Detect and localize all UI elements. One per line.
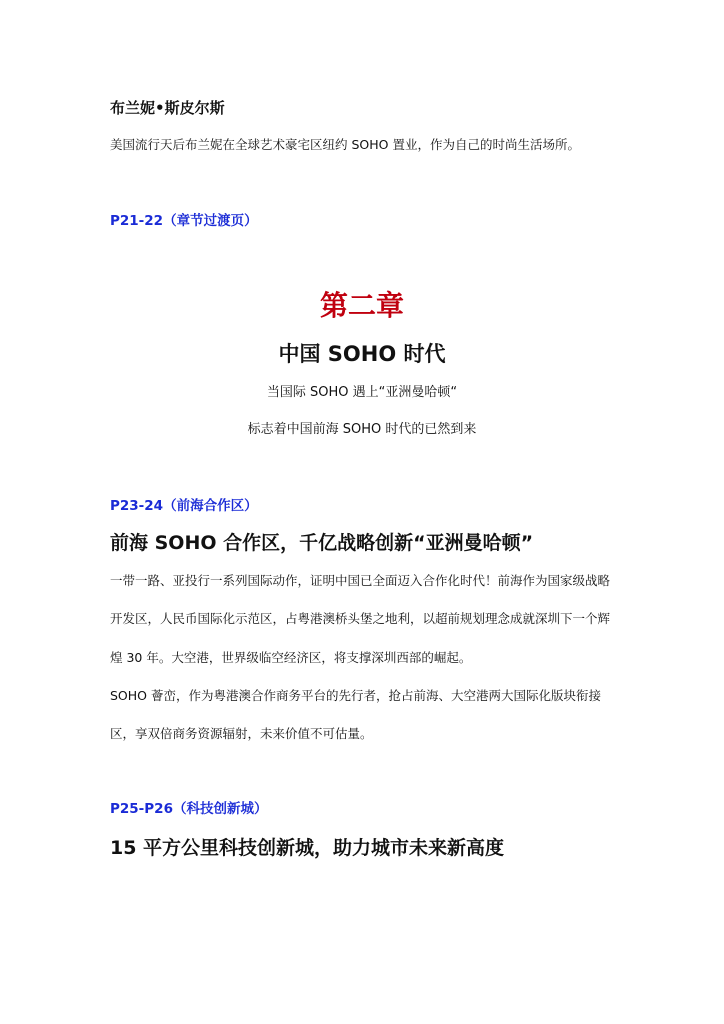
qianhai-paragraph-line: 开发区，人民币国际化示范区，占粤港澳桥头堡之地利，以超前规划理念成就深圳下一个辉 — [110, 611, 611, 626]
section-label-p25-p26: P25-P26（科技创新城） — [110, 801, 268, 817]
celebrity-description: 美国流行天后布兰妮在全球艺术豪宅区纽约 SOHO 置业，作为自己的时尚生活场所。 — [110, 137, 580, 152]
chapter-tagline-2: 标志着中国前海 SOHO 时代的已然到来 — [247, 422, 477, 437]
section-label-p21-22: P21-22（章节过渡页） — [110, 213, 258, 229]
chapter-subtitle: 中国 SOHO 时代 — [278, 342, 446, 366]
section-label-p23-24: P23-24（前海合作区） — [110, 498, 258, 514]
soho-paragraph-line: SOHO 薈峦，作为粤港澳合作商务平台的先行者，抢占前海、大空港两大国际化版块衔接 — [110, 688, 601, 703]
qianhai-paragraph-line: 煌 30 年。大空港，世界级临空经济区，将支撑深圳西部的崛起。 — [110, 650, 472, 665]
chapter-tagline-1: 当国际 SOHO 遇上“亚洲曼哈顿“ — [266, 385, 458, 400]
tech-city-heading: 15 平方公里科技创新城，助力城市未来新高度 — [110, 837, 505, 859]
chapter-title: 第二章 — [319, 289, 404, 322]
celebrity-name-heading: 布兰妮•斯皮尔斯 — [110, 99, 225, 117]
soho-paragraph-line: 区，享双倍商务资源辐射，未来价值不可估量。 — [110, 726, 373, 741]
qianhai-paragraph-line: 一带一路、亚投行一系列国际动作，证明中国已全面迈入合作化时代！前海作为国家级战略 — [110, 573, 611, 588]
qianhai-heading: 前海 SOHO 合作区，千亿战略创新“亚洲曼哈顿” — [110, 532, 534, 554]
